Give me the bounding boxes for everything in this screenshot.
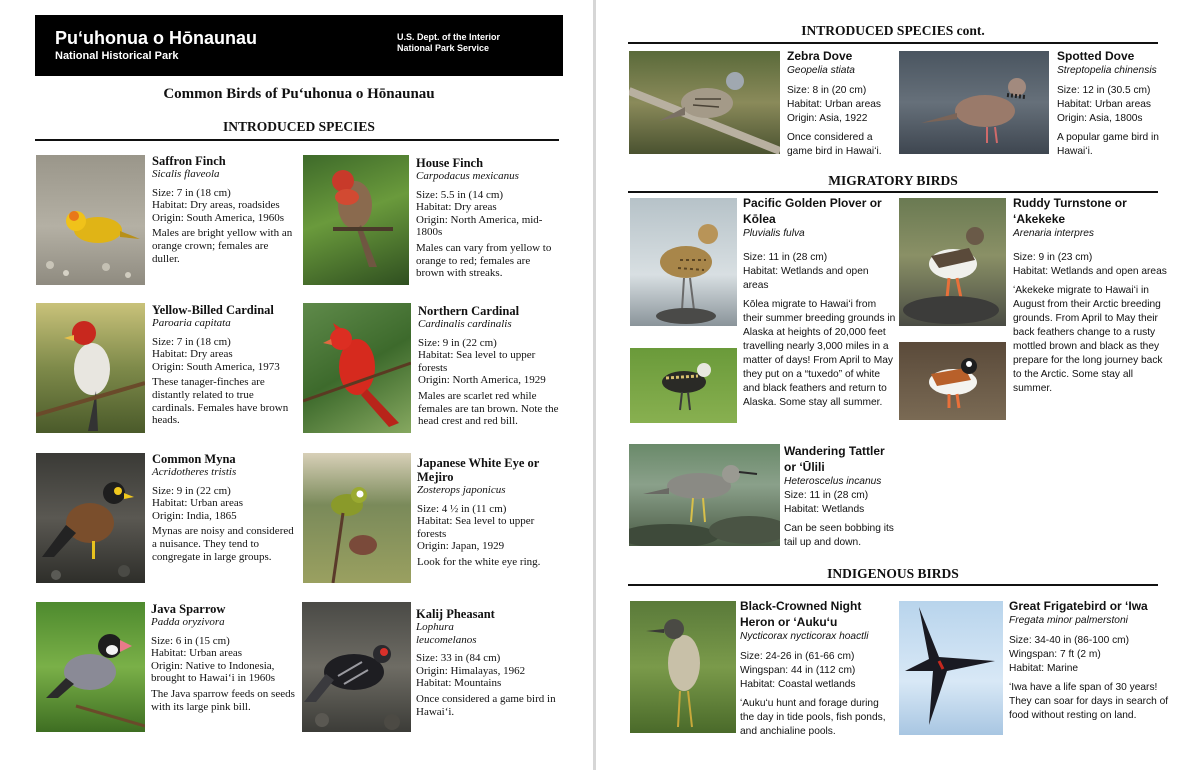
bird-origin: Origin: Himalayas, 1962 [416,664,526,677]
bird-habitat: Habitat: Mountains [416,677,502,690]
agency-line-1: U.S. Dept. of the Interior [397,32,501,42]
bird-habitat: Habitat: Dry areas [152,348,233,361]
bird-size: Size: 12 in (30.5 cm) [1057,85,1151,96]
frigatebird-entry [1009,598,1169,723]
bird-note: Look for the white eye ring. [417,555,541,568]
bird-name: Wandering Tattler or ʻŪlili [784,444,885,474]
bird-name: Kalij Pheasant [416,607,495,621]
bird-wingspan: Wingspan: 44 in (112 cm) [740,665,856,676]
bird-habitat: Habitat: Sea level to upper forests [417,515,535,540]
wandering-tattler-entry [784,443,894,550]
bird-name: Yellow-Billed Cardinal [152,303,274,317]
section-rule [35,139,559,141]
kalij-pheasant-photo [302,602,411,732]
bird-name: Ruddy Turnstone or ʻAkekeke [1013,196,1127,226]
bird-habitat: Habitat: Wetlands and open areas [743,266,869,291]
bird-note: Mynas are noisy and considered a nuisance. They tend to congregate in large groups. [152,525,294,563]
bird-note: ʻAkekeke migrate to Hawaiʻi in August from their Arctic breeding grounds. From April to May their back feathers change to a rusty mottled brown and black as they prepare for the long journey back to the Arctic. Some stay all summer. [1013,285,1163,394]
ruddy-turnstone-entry [1013,195,1168,396]
bird-origin: Origin: South America, 1973 [152,360,280,373]
frigatebird-photo [899,601,1003,735]
bird-origin: Origin: India, 1865 [152,509,237,522]
bird-name: Japanese White Eye or Mejiro [417,456,540,484]
house-finch-entry [416,156,561,280]
common-myna-photo [36,453,145,583]
bird-habitat: Habitat: Urban areas [787,99,882,110]
japanese-white-eye-photo [303,453,411,583]
bird-name: Common Myna [152,452,236,466]
bird-note: Males can vary from yellow to orange to red; females are brown with streaks. [416,241,552,280]
zebra-dove-entry [787,48,897,159]
section-heading-introduced-cont: INTRODUCED SPECIES cont. [801,23,985,38]
bird-habitat: Habitat: Wetlands [784,504,865,515]
yellow-billed-cardinal-photo [36,303,145,433]
scientific-name: Acridotheres tristis [152,466,237,478]
wandering-tattler-photo [629,444,780,546]
spotted-dove-photo [899,51,1049,154]
agency-label [397,32,500,54]
scientific-name: Padda oryzivora [151,616,225,628]
scientific-name: Fregata minor palmerstoni [1009,615,1128,626]
bird-note: ʻAukuʻu hunt and forage during the day in tide pools, fish ponds, and anchialine pools. [740,698,886,737]
saffron-finch-entry [152,154,295,265]
common-myna-entry [152,452,295,563]
bird-note: Males are scarlet red while females are tan brown. Note the head crest and red bill. [418,389,559,428]
section-rule [628,42,1158,44]
bird-size: Size: 11 in (28 cm) [743,252,828,263]
document-title: Common Birds of Puʻuhonua o Hōnaunau [163,86,435,102]
bird-size: Size: 34-40 in (86-100 cm) [1009,635,1130,646]
bird-name: Java Sparrow [151,602,226,616]
bird-wingspan: Wingspan: 7 ft (2 m) [1009,649,1101,660]
scientific-name: Streptopelia chinensis [1057,65,1157,76]
bird-name: Spotted Dove [1057,49,1135,63]
scientific-name: Lophura leucomelanos [416,621,477,646]
bird-name: Zebra Dove [787,49,853,63]
bird-habitat: Habitat: Dry areas, roadsides [152,199,280,212]
bird-size: Size: 6 in (15 cm) [151,634,230,647]
bird-name: Great Frigatebird or ʻIwa [1009,599,1148,613]
scientific-name: Paroaria capitata [152,317,231,329]
zebra-dove-photo [629,51,780,154]
bird-note: Males are bright yellow with an orange crown; females are duller. [152,227,293,265]
scientific-name: Sicalis flaveola [152,168,220,180]
bird-size: Size: 7 in (18 cm) [152,186,231,199]
bird-note: Once considered a game bird in Hawaiʻi. [416,692,556,718]
section-heading-introduced: INTRODUCED SPECIES [223,119,375,134]
bird-size: Size: 8 in (20 cm) [787,85,867,96]
bird-size: Size: 9 in (22 cm) [418,336,497,349]
scientific-name: Nycticorax nycticorax hoactli [740,631,869,642]
bird-note: These tanager-finches are distantly related to true cardinals. Females have brown heads. [152,376,289,427]
scientific-name: Cardinalis cardinalis [418,318,512,330]
bird-habitat: Habitat: Dry areas [416,201,497,214]
java-sparrow-photo [36,602,145,732]
northern-cardinal-entry [418,304,561,428]
bird-habitat: Habitat: Urban areas [151,647,243,660]
bird-habitat: Habitat: Sea level to upper forests [418,349,536,374]
section-heading-indigenous: INDIGENOUS BIRDS [827,566,959,581]
bird-size: Size: 11 in (28 cm) [784,490,869,501]
house-finch-photo [303,155,409,285]
scientific-name: Arenaria interpres [1013,228,1094,239]
bird-size: Size: 24-26 in (61-66 cm) [740,651,855,662]
ruddy-turnstone-photo-2 [899,342,1006,420]
bird-origin: Origin: Japan, 1929 [417,540,505,553]
section-rule [628,191,1158,193]
golden-plover-entry [743,195,896,410]
agency-line-2: National Park Service [397,43,490,53]
night-heron-photo [630,601,736,733]
bird-name: Black-Crowned Night Heron or ʻAukuʻu [740,599,862,629]
bird-name: Saffron Finch [152,154,226,168]
bird-origin: Origin: Native to Indonesia, brought to Hawaiʻi in 1960s [151,659,276,685]
bird-size: Size: 5.5 in (14 cm) [416,188,504,201]
saffron-finch-photo [36,155,145,285]
scientific-name: Pluvialis fulva [743,228,805,239]
yellow-billed-cardinal-entry [152,303,295,427]
ruddy-turnstone-photo-1 [899,198,1006,326]
bird-name: House Finch [416,156,484,170]
night-heron-entry [740,598,895,739]
bird-origin: Origin: North America, 1929 [418,374,546,387]
bird-habitat: Habitat: Wetlands and open areas [1013,266,1167,277]
bird-habitat: Habitat: Marine [1009,663,1079,674]
bird-size: Size: 9 in (23 cm) [1013,252,1093,263]
java-sparrow-entry [151,602,296,713]
section-heading-migratory: MIGRATORY BIRDS [828,173,958,188]
park-name: Puʻuhonua o Hōnaunau [55,28,257,48]
bird-name: Northern Cardinal [418,304,520,318]
bird-habitat: Habitat: Urban areas [152,497,244,510]
golden-plover-photo-2 [630,348,737,423]
bird-origin: Origin: South America, 1960s [152,211,284,224]
scientific-name: Geopelia stiata [787,65,855,76]
spotted-dove-entry [1057,48,1182,159]
bird-note: Once considered a game bird in Hawaiʻi. [787,132,882,157]
bird-size: Size: 33 in (84 cm) [416,652,501,665]
bird-note: Can be seen bobbing its tail up and down. [784,523,894,548]
bird-note: Kōlea migrate to Hawaiʻi from their summer breeding grounds in Alaska at heights of 20,000 feet travelling nearly 3,000 miles in a matter of days! From April to May they put on a “tuxedo” of white and black feathers and return to Alaska. Some stay all summer. [743,299,896,408]
park-banner [35,15,563,76]
scientific-name: Heteroscelus incanus [784,476,882,487]
japanese-white-eye-entry [417,456,562,569]
golden-plover-photo-1 [630,198,737,326]
bird-note: The Java sparrow feeds on seeds with its large pink bill. [151,687,295,713]
section-rule [628,584,1158,586]
right-page [596,0,1187,770]
bird-note: A popular game bird in Hawaiʻi. [1057,132,1159,157]
bird-origin: Origin: North America, mid-1800s [416,213,543,239]
bird-origin: Origin: Asia, 1800s [1057,113,1143,124]
bird-note: ʻIwa have a life span of 30 years! They can soar for days in search of food without resting on land. [1009,682,1169,721]
kalij-pheasant-entry [416,607,561,718]
scientific-name: Carpodacus mexicanus [416,170,519,182]
northern-cardinal-photo [303,303,411,433]
bird-size: Size: 4 ½ in (11 cm) [417,502,507,515]
bird-size: Size: 9 in (22 cm) [152,484,231,497]
bird-habitat: Habitat: Urban areas [1057,99,1152,110]
left-page [0,0,593,770]
bird-origin: Origin: Asia, 1922 [787,113,868,124]
bird-name: Pacific Golden Plover or Kōlea [743,196,882,226]
scientific-name: Zosterops japonicus [417,484,506,496]
park-type: National Historical Park [55,50,179,62]
bird-size: Size: 7 in (18 cm) [152,335,231,348]
bird-habitat: Habitat: Coastal wetlands [740,679,856,690]
